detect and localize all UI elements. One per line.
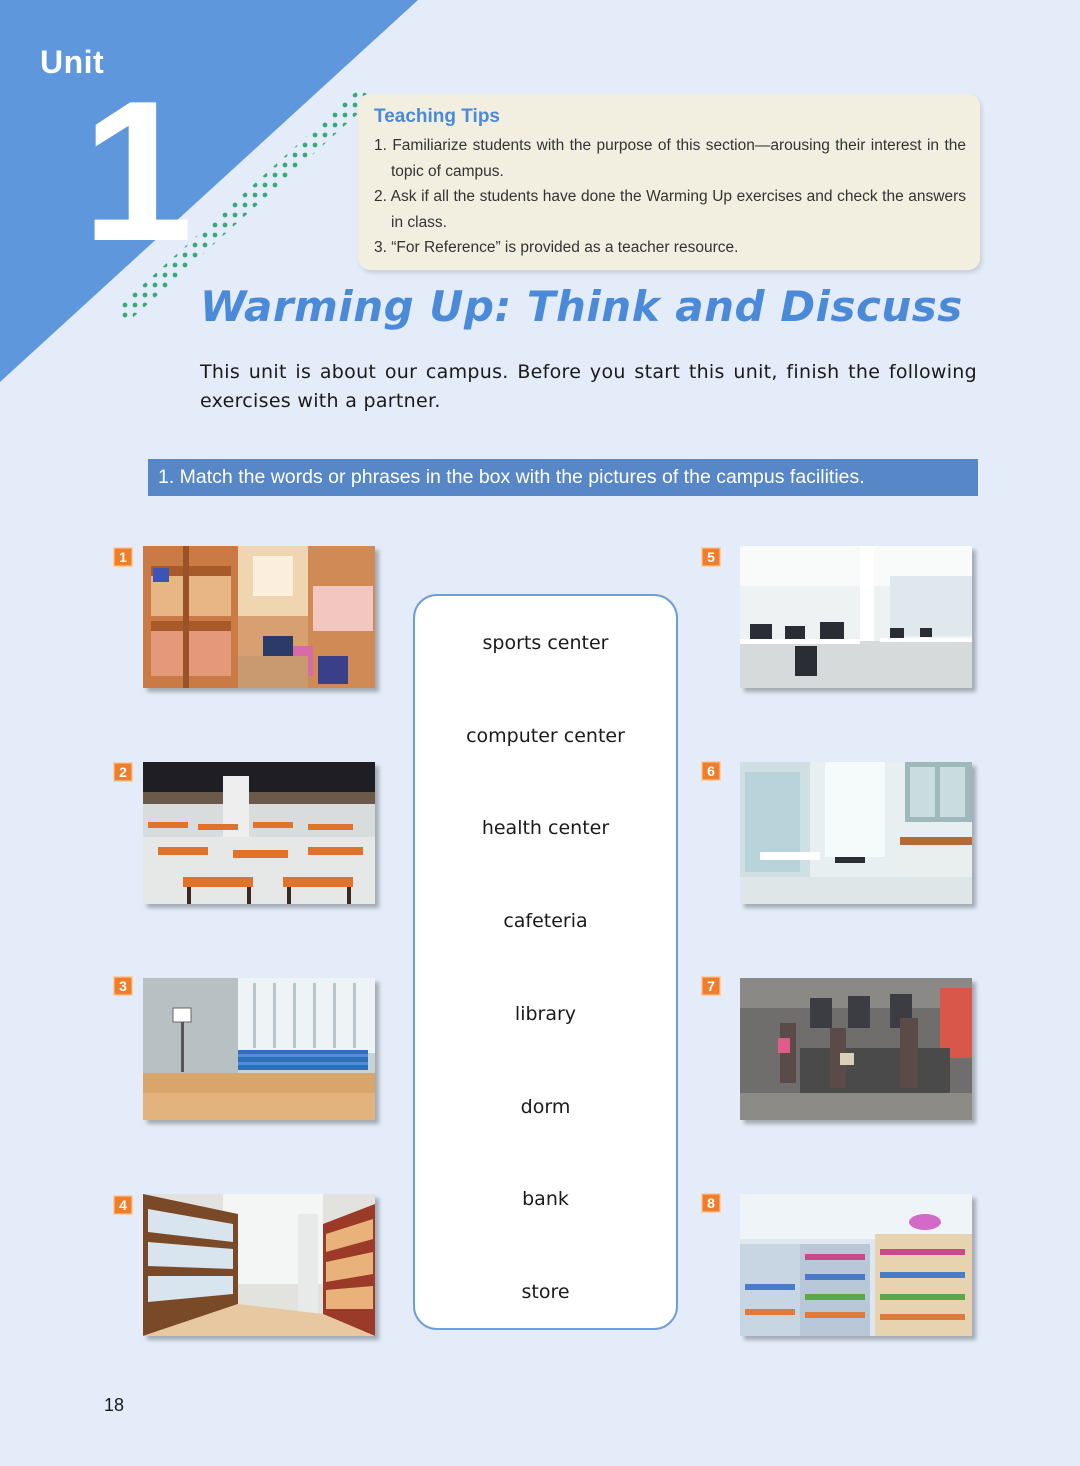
photo-store: [740, 1194, 972, 1336]
teaching-tip-item: 1. Familiarize students with the purpose of this section—arousing their interest in the topic of campus.: [374, 137, 966, 180]
page-number: 18: [104, 1395, 125, 1415]
word-option: dorm: [520, 1096, 571, 1118]
teaching-tip-item: 3. “For Reference” is provided as a teacher resource.: [374, 239, 739, 256]
teaching-tips-title: Teaching Tips: [374, 106, 500, 127]
photo-gymnasium: [143, 978, 375, 1120]
picture-number-1: 1: [113, 547, 133, 567]
teaching-tip-item: 2. Ask if all the students have done the Warming Up exercises and check the answers in class.: [374, 188, 966, 231]
word-option: computer center: [466, 725, 625, 747]
word-option: cafeteria: [503, 910, 588, 932]
picture-number-3: 3: [113, 976, 133, 996]
section-intro: This unit is about our campus. Before you start this unit, finish the following exercises with a partner.: [200, 361, 977, 412]
photo-library: [143, 1194, 375, 1336]
word-option: health center: [481, 817, 610, 839]
photo-clinic-room: [740, 762, 972, 904]
photo-computer-room: [740, 546, 972, 688]
word-option: store: [521, 1281, 570, 1303]
picture-number-5: 5: [701, 547, 721, 567]
word-box: [413, 594, 678, 1330]
word-option: library: [514, 1003, 577, 1025]
photo-dormitory: [143, 546, 375, 688]
photo-dining-hall: [143, 762, 375, 904]
picture-number-4: 4: [113, 1195, 133, 1215]
unit-label: Unit: [40, 44, 105, 80]
word-option: bank: [522, 1188, 569, 1210]
teaching-tips-list: [374, 133, 966, 261]
teaching-tips-box: [358, 94, 980, 270]
photo-bank: [740, 978, 972, 1120]
word-option: sports center: [482, 632, 609, 654]
picture-number-7: 7: [701, 976, 721, 996]
exercise-instruction: 1. Match the words or phrases in the box with the pictures of the campus facilities.: [148, 459, 978, 496]
picture-number-6: 6: [701, 761, 721, 781]
section-title: Warming Up: Think and Discuss: [200, 282, 963, 331]
picture-number-8: 8: [701, 1193, 721, 1213]
picture-number-2: 2: [113, 762, 133, 782]
unit-number: 1: [82, 60, 194, 283]
